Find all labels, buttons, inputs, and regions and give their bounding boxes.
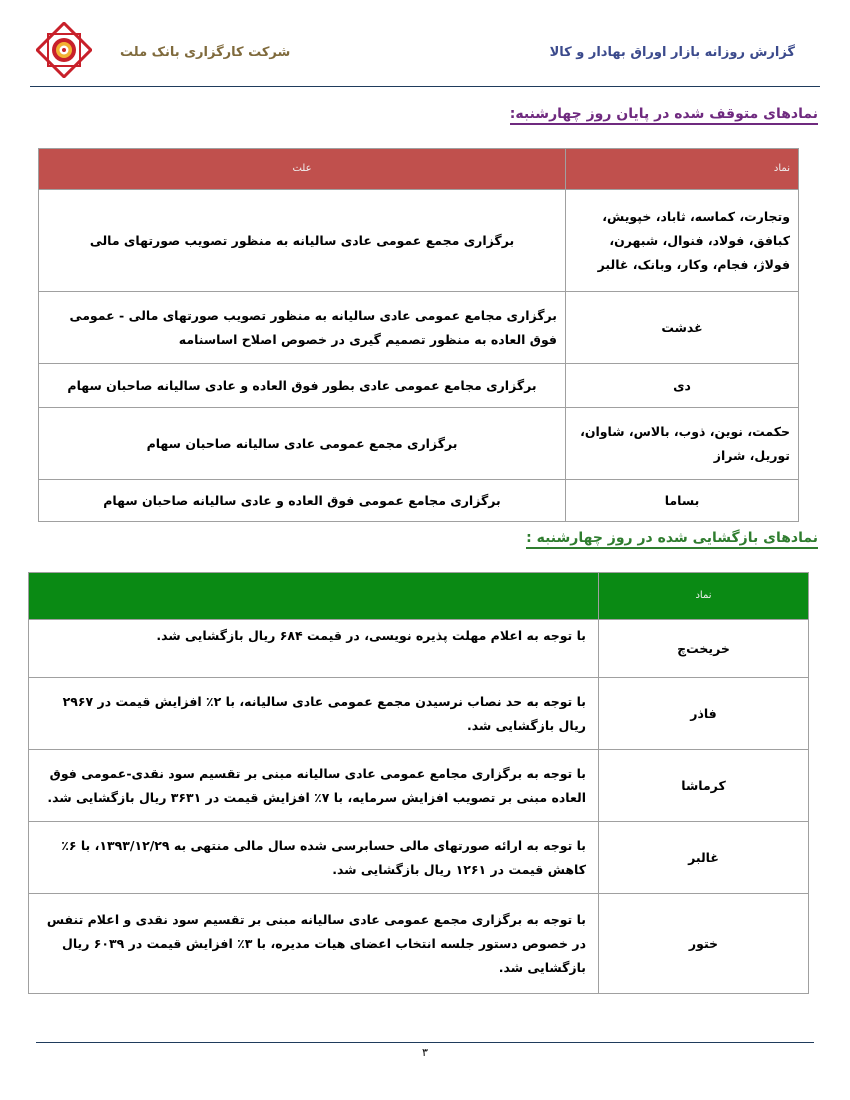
symbol-cell: کرماشا bbox=[599, 750, 809, 822]
table-header-row bbox=[39, 149, 799, 190]
reason-cell: با توجه به برگزاری مجمع عمومی عادی سالیانه مبنی بر تقسیم سود نقدی و اعلام تنفس در خصوص دستور جلسه انتخاب اعضای هیات مدیره، با ۳٪ افزایش قیمت در ۶۰۳۹ ریال بازگشایی شد. bbox=[29, 894, 599, 994]
table-header-row bbox=[29, 573, 809, 620]
symbol-cell: بساما bbox=[566, 480, 799, 522]
symbol-cell: غالبر bbox=[599, 822, 809, 894]
symbol-cell: خریخت‌چ bbox=[599, 620, 809, 678]
reason-cell: برگزاری مجمع عمومی عادی سالیانه صاحبان سهام bbox=[39, 408, 566, 480]
table-row bbox=[39, 408, 799, 480]
table-row bbox=[29, 750, 809, 822]
reason-cell: برگزاری مجامع عمومی عادی سالیانه به منظور تصویب صورتهای مالی - عمومی فوق العاده به منظور تصمیم گیری در خصوص اصلاح اساسنامه bbox=[39, 292, 566, 364]
section-title-reopened: نمادهای بازگشایی شده در روز چهارشنبه : bbox=[526, 530, 818, 546]
reason-cell: با توجه به ارائه صورتهای مالی حسابرسی شده سال مالی منتهی به ۱۳۹۳/۱۲/۲۹، با ۶٪ کاهش قیمت در ۱۲۶۱ ریال بازگشایی شد. bbox=[29, 822, 599, 894]
halted-symbols-table bbox=[38, 148, 799, 522]
reason-cell: با توجه به اعلام مهلت پذیره نویسی، در قیمت ۶۸۴ ریال بازگشایی شد. bbox=[29, 620, 599, 678]
symbol-cell: وتجارت، کماسه، ثاباد، خپویش، کبافق، فولاد، فنوال، شبهرن، فولاژ، فجام، وکار، وبانک، غالبر bbox=[566, 190, 799, 292]
reason-cell: برگزاری مجامع عمومی عادی بطور فوق العاده و عادی سالیانه صاحبان سهام bbox=[39, 364, 566, 408]
reason-cell: برگزاری مجامع عمومی فوق العاده و عادی سالیانه صاحبان سهام bbox=[39, 480, 566, 522]
reopened-symbols-table bbox=[28, 572, 809, 994]
table-row bbox=[39, 292, 799, 364]
table-row bbox=[39, 480, 799, 522]
symbol-cell: غدشت bbox=[566, 292, 799, 364]
company-name: شرکت کارگزاری بانک ملت bbox=[120, 45, 291, 60]
table-row bbox=[39, 364, 799, 408]
table-row bbox=[29, 822, 809, 894]
column-header-reason bbox=[29, 573, 599, 620]
bank-mellat-logo-icon bbox=[36, 22, 92, 78]
column-header-reason: علت bbox=[39, 149, 566, 190]
table-row bbox=[29, 620, 809, 678]
table-row bbox=[29, 678, 809, 750]
symbol-cell: دی bbox=[566, 364, 799, 408]
header-divider bbox=[30, 86, 820, 87]
page-number: ۳ bbox=[422, 1046, 428, 1059]
column-header-symbol: نماد bbox=[599, 573, 809, 620]
table-row bbox=[39, 190, 799, 292]
section-title-halted: نمادهای متوقف شده در پایان روز چهارشنبه: bbox=[510, 106, 818, 122]
symbol-cell: حکمت، نوین، ذوب، بالاس، شاوان، توریل، شراز bbox=[566, 408, 799, 480]
reason-cell: برگزاری مجمع عمومی عادی سالیانه به منظور تصویب صورتهای مالی bbox=[39, 190, 566, 292]
symbol-cell: فاذر bbox=[599, 678, 809, 750]
reason-cell: با توجه به حد نصاب نرسیدن مجمع عمومی عادی سالیانه، با ۲٪ افزایش قیمت در ۲۹۶۷ ریال بازگشایی شد. bbox=[29, 678, 599, 750]
reason-cell: با توجه به برگزاری مجامع عمومی عادی سالیانه مبنی بر تقسیم سود نقدی-عمومی فوق العاده مبنی بر تصویب افزایش سرمایه، با ۷٪ افزایش قیمت در ۳۶۳۱ ریال بازگشایی شد. bbox=[29, 750, 599, 822]
column-header-symbol: نماد bbox=[566, 149, 799, 190]
footer-divider bbox=[36, 1042, 814, 1043]
symbol-cell: ختور bbox=[599, 894, 809, 994]
table-row bbox=[29, 894, 809, 994]
report-title: گزارش روزانه بازار اوراق بهادار و کالا bbox=[549, 45, 795, 60]
